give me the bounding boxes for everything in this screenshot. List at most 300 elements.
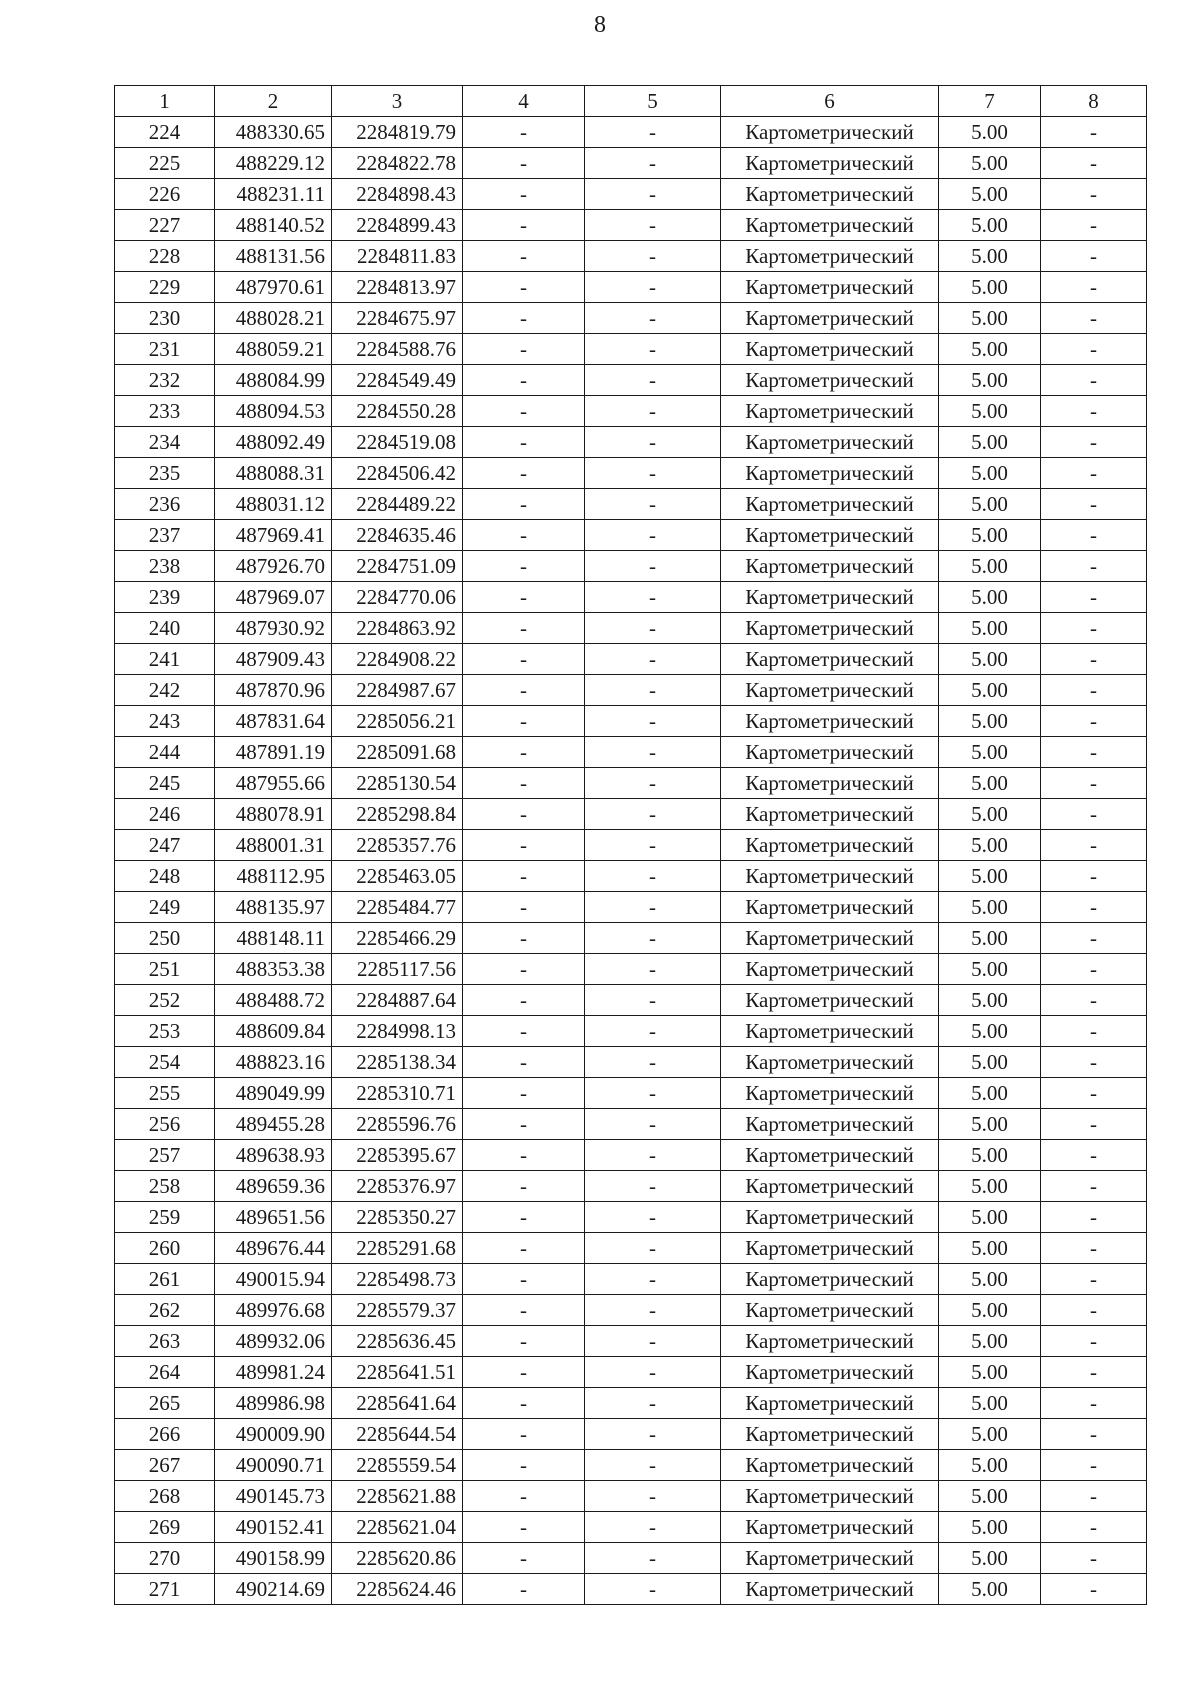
- column-5-cell: -: [585, 179, 721, 210]
- method-cell: Картометрический: [721, 1419, 939, 1450]
- method-cell: Картометрический: [721, 985, 939, 1016]
- column-4-cell: -: [463, 551, 585, 582]
- method-cell: Картометрический: [721, 1574, 939, 1605]
- method-cell: Картометрический: [721, 210, 939, 241]
- column-5-cell: -: [585, 1233, 721, 1264]
- point-number-cell: 250: [115, 923, 215, 954]
- table-row: [115, 1264, 1147, 1295]
- table-row: [115, 985, 1147, 1016]
- x-coordinate-cell: 490152.41: [215, 1512, 332, 1543]
- column-8-cell: -: [1041, 892, 1147, 923]
- column-8-cell: -: [1041, 985, 1147, 1016]
- table-row: [115, 830, 1147, 861]
- column-8-cell: -: [1041, 706, 1147, 737]
- y-coordinate-cell: 2284506.42: [332, 458, 463, 489]
- column-5-cell: -: [585, 1140, 721, 1171]
- x-coordinate-cell: 488001.31: [215, 830, 332, 861]
- column-4-cell: -: [463, 737, 585, 768]
- table-row: [115, 1419, 1147, 1450]
- column-8-cell: -: [1041, 923, 1147, 954]
- y-coordinate-cell: 2284751.09: [332, 551, 463, 582]
- column-5-cell: -: [585, 613, 721, 644]
- x-coordinate-cell: 489932.06: [215, 1326, 332, 1357]
- method-cell: Картометрический: [721, 1543, 939, 1574]
- method-cell: Картометрический: [721, 365, 939, 396]
- accuracy-cell: 5.00: [939, 1202, 1041, 1233]
- y-coordinate-cell: 2284908.22: [332, 644, 463, 675]
- column-5-cell: -: [585, 1481, 721, 1512]
- column-8-cell: -: [1041, 1357, 1147, 1388]
- column-5-cell: -: [585, 303, 721, 334]
- column-5-cell: -: [585, 551, 721, 582]
- table-row: [115, 861, 1147, 892]
- method-cell: Картометрический: [721, 272, 939, 303]
- column-header: 5: [585, 86, 721, 117]
- column-8-cell: -: [1041, 1295, 1147, 1326]
- accuracy-cell: 5.00: [939, 1109, 1041, 1140]
- column-8-cell: -: [1041, 1543, 1147, 1574]
- y-coordinate-cell: 2284987.67: [332, 675, 463, 706]
- column-5-cell: -: [585, 1016, 721, 1047]
- y-coordinate-cell: 2285091.68: [332, 737, 463, 768]
- column-8-cell: -: [1041, 1512, 1147, 1543]
- table-row: [115, 427, 1147, 458]
- y-coordinate-cell: 2285621.04: [332, 1512, 463, 1543]
- y-coordinate-cell: 2284863.92: [332, 613, 463, 644]
- table-row: [115, 1109, 1147, 1140]
- y-coordinate-cell: 2285641.64: [332, 1388, 463, 1419]
- y-coordinate-cell: 2284519.08: [332, 427, 463, 458]
- method-cell: Картометрический: [721, 1295, 939, 1326]
- column-4-cell: -: [463, 675, 585, 706]
- x-coordinate-cell: 489638.93: [215, 1140, 332, 1171]
- point-number-cell: 257: [115, 1140, 215, 1171]
- accuracy-cell: 5.00: [939, 985, 1041, 1016]
- column-4-cell: -: [463, 644, 585, 675]
- accuracy-cell: 5.00: [939, 272, 1041, 303]
- y-coordinate-cell: 2284675.97: [332, 303, 463, 334]
- column-4-cell: -: [463, 489, 585, 520]
- column-5-cell: -: [585, 923, 721, 954]
- x-coordinate-cell: 490009.90: [215, 1419, 332, 1450]
- y-coordinate-cell: 2284550.28: [332, 396, 463, 427]
- accuracy-cell: 5.00: [939, 1450, 1041, 1481]
- y-coordinate-cell: 2285056.21: [332, 706, 463, 737]
- method-cell: Картометрический: [721, 582, 939, 613]
- table-row: [115, 117, 1147, 148]
- x-coordinate-cell: 489651.56: [215, 1202, 332, 1233]
- column-5-cell: -: [585, 489, 721, 520]
- point-number-cell: 261: [115, 1264, 215, 1295]
- column-8-cell: -: [1041, 613, 1147, 644]
- method-cell: Картометрический: [721, 1078, 939, 1109]
- column-5-cell: -: [585, 396, 721, 427]
- column-5-cell: -: [585, 1357, 721, 1388]
- column-8-cell: -: [1041, 179, 1147, 210]
- x-coordinate-cell: 488148.11: [215, 923, 332, 954]
- accuracy-cell: 5.00: [939, 1512, 1041, 1543]
- column-8-cell: -: [1041, 210, 1147, 241]
- table-row: [115, 1171, 1147, 1202]
- method-cell: Картометрический: [721, 1140, 939, 1171]
- column-8-cell: -: [1041, 334, 1147, 365]
- y-coordinate-cell: 2285498.73: [332, 1264, 463, 1295]
- column-4-cell: -: [463, 1047, 585, 1078]
- method-cell: Картометрический: [721, 737, 939, 768]
- table-row: [115, 613, 1147, 644]
- table-row: [115, 1357, 1147, 1388]
- point-number-cell: 264: [115, 1357, 215, 1388]
- accuracy-cell: 5.00: [939, 706, 1041, 737]
- table-row: [115, 1016, 1147, 1047]
- column-8-cell: -: [1041, 489, 1147, 520]
- column-4-cell: -: [463, 334, 585, 365]
- column-header: 4: [463, 86, 585, 117]
- method-cell: Картометрический: [721, 1357, 939, 1388]
- column-8-cell: -: [1041, 1078, 1147, 1109]
- column-4-cell: -: [463, 1450, 585, 1481]
- point-number-cell: 239: [115, 582, 215, 613]
- accuracy-cell: 5.00: [939, 303, 1041, 334]
- column-4-cell: -: [463, 1140, 585, 1171]
- column-8-cell: -: [1041, 1481, 1147, 1512]
- column-4-cell: -: [463, 892, 585, 923]
- column-5-cell: -: [585, 985, 721, 1016]
- point-number-cell: 268: [115, 1481, 215, 1512]
- x-coordinate-cell: 488488.72: [215, 985, 332, 1016]
- table-row: [115, 1295, 1147, 1326]
- column-8-cell: -: [1041, 1047, 1147, 1078]
- column-4-cell: -: [463, 1574, 585, 1605]
- column-5-cell: -: [585, 210, 721, 241]
- accuracy-cell: 5.00: [939, 396, 1041, 427]
- x-coordinate-cell: 489981.24: [215, 1357, 332, 1388]
- accuracy-cell: 5.00: [939, 1326, 1041, 1357]
- x-coordinate-cell: 488330.65: [215, 117, 332, 148]
- table-row: [115, 1078, 1147, 1109]
- x-coordinate-cell: 488229.12: [215, 148, 332, 179]
- column-8-cell: -: [1041, 1109, 1147, 1140]
- point-number-cell: 232: [115, 365, 215, 396]
- y-coordinate-cell: 2285298.84: [332, 799, 463, 830]
- table-header-row: [115, 86, 1147, 117]
- table-row: [115, 1512, 1147, 1543]
- column-header: 8: [1041, 86, 1147, 117]
- point-number-cell: 266: [115, 1419, 215, 1450]
- table-row: [115, 272, 1147, 303]
- y-coordinate-cell: 2285310.71: [332, 1078, 463, 1109]
- column-5-cell: -: [585, 148, 721, 179]
- accuracy-cell: 5.00: [939, 737, 1041, 768]
- y-coordinate-cell: 2285596.76: [332, 1109, 463, 1140]
- column-5-cell: -: [585, 892, 721, 923]
- accuracy-cell: 5.00: [939, 427, 1041, 458]
- accuracy-cell: 5.00: [939, 644, 1041, 675]
- x-coordinate-cell: 488078.91: [215, 799, 332, 830]
- column-5-cell: -: [585, 582, 721, 613]
- method-cell: Картометрический: [721, 644, 939, 675]
- table-row: [115, 303, 1147, 334]
- accuracy-cell: 5.00: [939, 923, 1041, 954]
- column-4-cell: -: [463, 241, 585, 272]
- column-8-cell: -: [1041, 1450, 1147, 1481]
- method-cell: Картометрический: [721, 799, 939, 830]
- column-4-cell: -: [463, 582, 585, 613]
- column-5-cell: -: [585, 799, 721, 830]
- y-coordinate-cell: 2284588.76: [332, 334, 463, 365]
- column-5-cell: -: [585, 830, 721, 861]
- column-8-cell: -: [1041, 768, 1147, 799]
- x-coordinate-cell: 487891.19: [215, 737, 332, 768]
- accuracy-cell: 5.00: [939, 1574, 1041, 1605]
- column-4-cell: -: [463, 303, 585, 334]
- x-coordinate-cell: 487870.96: [215, 675, 332, 706]
- column-8-cell: -: [1041, 1264, 1147, 1295]
- method-cell: Картометрический: [721, 923, 939, 954]
- column-5-cell: -: [585, 954, 721, 985]
- point-number-cell: 259: [115, 1202, 215, 1233]
- accuracy-cell: 5.00: [939, 489, 1041, 520]
- method-cell: Картометрический: [721, 768, 939, 799]
- table-row: [115, 1140, 1147, 1171]
- method-cell: Картометрический: [721, 396, 939, 427]
- column-8-cell: -: [1041, 644, 1147, 675]
- column-8-cell: -: [1041, 458, 1147, 489]
- point-number-cell: 271: [115, 1574, 215, 1605]
- point-number-cell: 235: [115, 458, 215, 489]
- point-number-cell: 254: [115, 1047, 215, 1078]
- y-coordinate-cell: 2284811.83: [332, 241, 463, 272]
- column-8-cell: -: [1041, 427, 1147, 458]
- column-4-cell: -: [463, 1109, 585, 1140]
- column-4-cell: -: [463, 1326, 585, 1357]
- x-coordinate-cell: 487955.66: [215, 768, 332, 799]
- column-4-cell: -: [463, 861, 585, 892]
- point-number-cell: 269: [115, 1512, 215, 1543]
- column-8-cell: -: [1041, 365, 1147, 396]
- accuracy-cell: 5.00: [939, 768, 1041, 799]
- point-number-cell: 241: [115, 644, 215, 675]
- point-number-cell: 245: [115, 768, 215, 799]
- point-number-cell: 234: [115, 427, 215, 458]
- y-coordinate-cell: 2285579.37: [332, 1295, 463, 1326]
- accuracy-cell: 5.00: [939, 582, 1041, 613]
- accuracy-cell: 5.00: [939, 458, 1041, 489]
- point-number-cell: 262: [115, 1295, 215, 1326]
- column-8-cell: -: [1041, 396, 1147, 427]
- method-cell: Картометрический: [721, 1264, 939, 1295]
- column-4-cell: -: [463, 117, 585, 148]
- x-coordinate-cell: 490090.71: [215, 1450, 332, 1481]
- x-coordinate-cell: 487969.41: [215, 520, 332, 551]
- y-coordinate-cell: 2285350.27: [332, 1202, 463, 1233]
- table-row: [115, 396, 1147, 427]
- column-5-cell: -: [585, 272, 721, 303]
- column-8-cell: -: [1041, 148, 1147, 179]
- table-row: [115, 1047, 1147, 1078]
- method-cell: Картометрический: [721, 489, 939, 520]
- accuracy-cell: 5.00: [939, 1140, 1041, 1171]
- column-8-cell: -: [1041, 551, 1147, 582]
- method-cell: Картометрический: [721, 1512, 939, 1543]
- x-coordinate-cell: 487969.07: [215, 582, 332, 613]
- x-coordinate-cell: 488028.21: [215, 303, 332, 334]
- x-coordinate-cell: 487926.70: [215, 551, 332, 582]
- column-5-cell: -: [585, 1109, 721, 1140]
- column-4-cell: -: [463, 272, 585, 303]
- column-4-cell: -: [463, 396, 585, 427]
- column-5-cell: -: [585, 241, 721, 272]
- y-coordinate-cell: 2284822.78: [332, 148, 463, 179]
- x-coordinate-cell: 488823.16: [215, 1047, 332, 1078]
- point-number-cell: 260: [115, 1233, 215, 1264]
- column-8-cell: -: [1041, 582, 1147, 613]
- y-coordinate-cell: 2285641.51: [332, 1357, 463, 1388]
- accuracy-cell: 5.00: [939, 1171, 1041, 1202]
- table-row: [115, 954, 1147, 985]
- point-number-cell: 242: [115, 675, 215, 706]
- y-coordinate-cell: 2285130.54: [332, 768, 463, 799]
- column-5-cell: -: [585, 1419, 721, 1450]
- column-4-cell: -: [463, 179, 585, 210]
- point-number-cell: 255: [115, 1078, 215, 1109]
- column-4-cell: -: [463, 1543, 585, 1574]
- accuracy-cell: 5.00: [939, 1264, 1041, 1295]
- method-cell: Картометрический: [721, 1016, 939, 1047]
- point-number-cell: 256: [115, 1109, 215, 1140]
- column-4-cell: -: [463, 830, 585, 861]
- method-cell: Картометрический: [721, 861, 939, 892]
- column-5-cell: -: [585, 706, 721, 737]
- accuracy-cell: 5.00: [939, 1481, 1041, 1512]
- method-cell: Картометрический: [721, 1388, 939, 1419]
- table-row: [115, 1450, 1147, 1481]
- column-8-cell: -: [1041, 1202, 1147, 1233]
- coordinates-table: [114, 85, 1147, 1605]
- point-number-cell: 226: [115, 179, 215, 210]
- table-row: [115, 210, 1147, 241]
- accuracy-cell: 5.00: [939, 954, 1041, 985]
- table-row: [115, 241, 1147, 272]
- x-coordinate-cell: 487970.61: [215, 272, 332, 303]
- accuracy-cell: 5.00: [939, 675, 1041, 706]
- method-cell: Картометрический: [721, 1233, 939, 1264]
- y-coordinate-cell: 2285644.54: [332, 1419, 463, 1450]
- accuracy-cell: 5.00: [939, 892, 1041, 923]
- table-row: [115, 1543, 1147, 1574]
- column-4-cell: -: [463, 427, 585, 458]
- column-8-cell: -: [1041, 737, 1147, 768]
- column-4-cell: -: [463, 210, 585, 241]
- column-4-cell: -: [463, 520, 585, 551]
- x-coordinate-cell: 488092.49: [215, 427, 332, 458]
- accuracy-cell: 5.00: [939, 1419, 1041, 1450]
- column-8-cell: -: [1041, 1140, 1147, 1171]
- column-header: 7: [939, 86, 1041, 117]
- y-coordinate-cell: 2285463.05: [332, 861, 463, 892]
- method-cell: Картометрический: [721, 1326, 939, 1357]
- column-4-cell: -: [463, 1233, 585, 1264]
- accuracy-cell: 5.00: [939, 241, 1041, 272]
- column-header: 6: [721, 86, 939, 117]
- column-8-cell: -: [1041, 954, 1147, 985]
- point-number-cell: 258: [115, 1171, 215, 1202]
- point-number-cell: 236: [115, 489, 215, 520]
- x-coordinate-cell: 488031.12: [215, 489, 332, 520]
- page-number: 8: [594, 12, 606, 38]
- column-8-cell: -: [1041, 675, 1147, 706]
- y-coordinate-cell: 2284899.43: [332, 210, 463, 241]
- point-number-cell: 246: [115, 799, 215, 830]
- point-number-cell: 263: [115, 1326, 215, 1357]
- table-row: [115, 1481, 1147, 1512]
- column-5-cell: -: [585, 861, 721, 892]
- y-coordinate-cell: 2284489.22: [332, 489, 463, 520]
- point-number-cell: 265: [115, 1388, 215, 1419]
- column-4-cell: -: [463, 1512, 585, 1543]
- method-cell: Картометрический: [721, 613, 939, 644]
- y-coordinate-cell: 2285395.67: [332, 1140, 463, 1171]
- point-number-cell: 230: [115, 303, 215, 334]
- table-row: [115, 799, 1147, 830]
- method-cell: Картометрический: [721, 1047, 939, 1078]
- y-coordinate-cell: 2284549.49: [332, 365, 463, 396]
- point-number-cell: 270: [115, 1543, 215, 1574]
- column-8-cell: -: [1041, 1171, 1147, 1202]
- table-row: [115, 892, 1147, 923]
- y-coordinate-cell: 2284998.13: [332, 1016, 463, 1047]
- column-4-cell: -: [463, 923, 585, 954]
- accuracy-cell: 5.00: [939, 1388, 1041, 1419]
- column-4-cell: -: [463, 148, 585, 179]
- x-coordinate-cell: 489049.99: [215, 1078, 332, 1109]
- column-5-cell: -: [585, 427, 721, 458]
- x-coordinate-cell: 487831.64: [215, 706, 332, 737]
- column-8-cell: -: [1041, 799, 1147, 830]
- x-coordinate-cell: 488094.53: [215, 396, 332, 427]
- accuracy-cell: 5.00: [939, 1543, 1041, 1574]
- x-coordinate-cell: 487930.92: [215, 613, 332, 644]
- column-4-cell: -: [463, 799, 585, 830]
- point-number-cell: 248: [115, 861, 215, 892]
- method-cell: Картометрический: [721, 334, 939, 365]
- table-row: [115, 458, 1147, 489]
- y-coordinate-cell: 2285357.76: [332, 830, 463, 861]
- column-5-cell: -: [585, 1450, 721, 1481]
- column-4-cell: -: [463, 1171, 585, 1202]
- x-coordinate-cell: 489676.44: [215, 1233, 332, 1264]
- accuracy-cell: 5.00: [939, 1078, 1041, 1109]
- y-coordinate-cell: 2285117.56: [332, 954, 463, 985]
- column-header: 2: [215, 86, 332, 117]
- method-cell: Картометрический: [721, 954, 939, 985]
- method-cell: Картометрический: [721, 675, 939, 706]
- column-4-cell: -: [463, 458, 585, 489]
- table-body: [115, 117, 1147, 1605]
- accuracy-cell: 5.00: [939, 365, 1041, 396]
- y-coordinate-cell: 2284819.79: [332, 117, 463, 148]
- accuracy-cell: 5.00: [939, 799, 1041, 830]
- accuracy-cell: 5.00: [939, 613, 1041, 644]
- column-4-cell: -: [463, 954, 585, 985]
- point-number-cell: 231: [115, 334, 215, 365]
- column-8-cell: -: [1041, 241, 1147, 272]
- y-coordinate-cell: 2285138.34: [332, 1047, 463, 1078]
- x-coordinate-cell: 487909.43: [215, 644, 332, 675]
- y-coordinate-cell: 2284635.46: [332, 520, 463, 551]
- y-coordinate-cell: 2285484.77: [332, 892, 463, 923]
- column-4-cell: -: [463, 613, 585, 644]
